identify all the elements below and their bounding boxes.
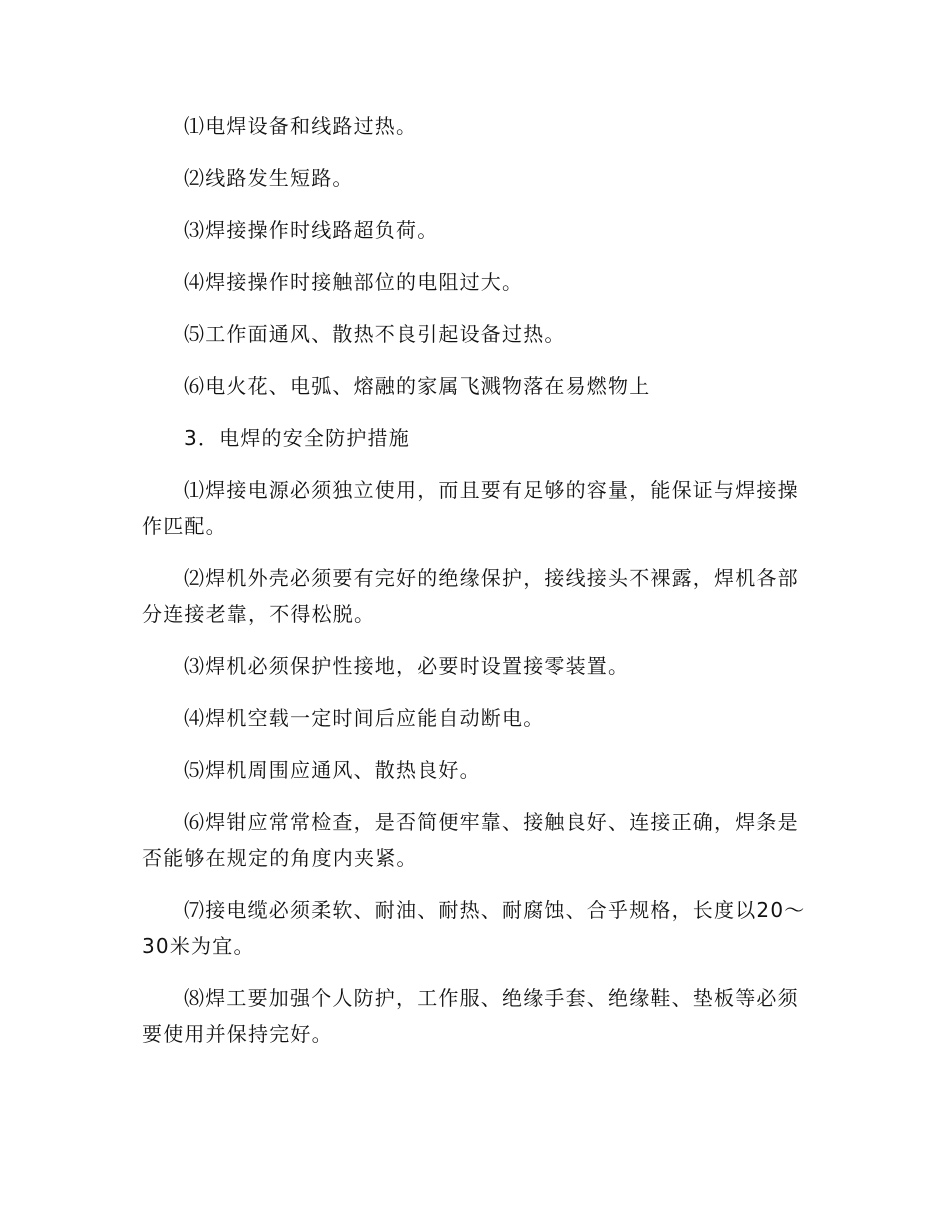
section-heading: 3．电焊的安全防护措施 bbox=[184, 426, 410, 450]
document-body bbox=[142, 108, 808, 1052]
paragraph-cause-6: ⑹电火花、电弧、熔融的家属飞溅物落在易燃物上 bbox=[184, 374, 651, 398]
paragraph-cause-3: ⑶焊接操作时线路超负荷。 bbox=[184, 218, 439, 242]
paragraph-measure-4: ⑷焊机空载一定时间后应能自动断电。 bbox=[184, 706, 545, 730]
paragraph-measure-5: ⑸焊机周围应通风、散热良好。 bbox=[184, 758, 481, 782]
paragraph-measure-1: ⑴焊接电源必须独立使用，而且要有足够的容量，能保证与焊接操作匹配。 bbox=[142, 478, 799, 538]
paragraph-measure-2: ⑵焊机外壳必须要有完好的绝缘保护，接线接头不裸露，焊机各部分连接老靠，不得松脱。 bbox=[142, 566, 799, 626]
paragraph-cause-1: ⑴电焊设备和线路过热。 bbox=[184, 114, 418, 138]
paragraph-cause-4: ⑷焊接操作时接触部位的电阻过大。 bbox=[184, 270, 524, 294]
paragraph-measure-3: ⑶焊机必须保护性接地，必要时设置接零装置。 bbox=[184, 654, 630, 678]
paragraph-cause-2: ⑵线路发生短路。 bbox=[184, 166, 354, 190]
paragraph-measure-6: ⑹焊钳应常常检查，是否简便牢靠、接触良好、连接正确，焊条是否能够在规定的角度内夹紧。 bbox=[142, 810, 799, 870]
paragraph-cause-5: ⑸工作面通风、散热不良引起设备过热。 bbox=[184, 322, 566, 346]
paragraph-measure-8: ⑻焊工要加强个人防护，工作服、绝缘手套、绝缘鞋、垫板等必须要使用并保持完好。 bbox=[142, 986, 799, 1046]
paragraph-measure-7: ⑺接电缆必须柔软、耐油、耐热、耐腐蚀、合乎规格，长度以20～30米为宜。 bbox=[142, 898, 806, 958]
